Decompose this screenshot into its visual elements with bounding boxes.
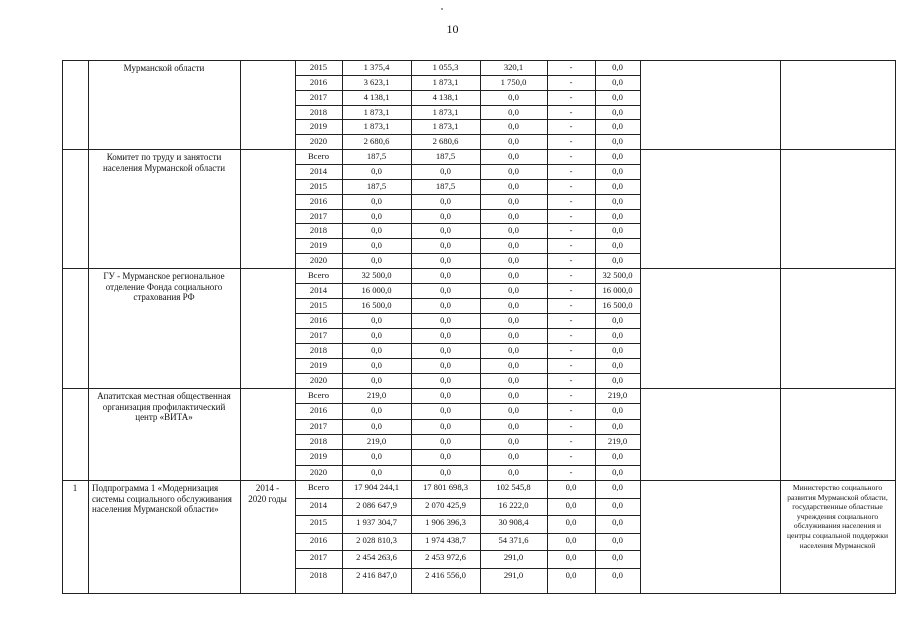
value-cell: 0,0 [440, 390, 451, 400]
year-cell: Всего [307, 151, 330, 161]
value-cell: - [569, 77, 573, 87]
value-cell: 2 454 263,6 [356, 552, 397, 562]
row-index: 1 [72, 483, 78, 493]
value-cell: 0,0 [508, 151, 519, 161]
value-cell: - [569, 315, 573, 325]
value-cell: 0,0 [440, 285, 451, 295]
value-cell: 0,0 [565, 535, 577, 545]
value-cell: 0,0 [508, 421, 519, 431]
year-cell: 2014 [309, 500, 328, 510]
value-cell: - [569, 285, 573, 295]
year-cell: 2019 [309, 121, 328, 131]
value-cell: 0,0 [565, 517, 577, 527]
value-cell: - [569, 345, 573, 355]
value-cell: - [569, 390, 573, 400]
value-cell: 32 500,0 [602, 270, 633, 280]
value-cell: 1 974 438,7 [425, 535, 466, 545]
value-cell: 1 873,1 [432, 121, 459, 131]
value-cell: 0,0 [612, 315, 623, 325]
value-cell: 17 904 244,1 [353, 482, 400, 492]
value-cell: - [569, 151, 573, 161]
value-cell: 2 416 847,0 [356, 570, 397, 580]
year-cell: 2020 [309, 467, 328, 477]
value-cell: 0,0 [565, 482, 577, 492]
value-cell: - [569, 92, 573, 102]
value-cell: 0,0 [440, 421, 451, 431]
value-cell: - [569, 270, 573, 280]
row-line [295, 134, 640, 135]
value-cell: 0,0 [612, 535, 623, 545]
value-cell: 320,1 [503, 62, 524, 72]
row-line [295, 253, 640, 254]
value-cell: 0,0 [612, 482, 623, 492]
group-separator [62, 480, 895, 481]
year-cell: 2015 [309, 300, 328, 310]
value-cell: 0,0 [371, 315, 382, 325]
value-cell: - [569, 240, 573, 250]
row-line [295, 328, 640, 329]
value-cell: 0,0 [440, 211, 451, 221]
value-cell: 0,0 [440, 405, 451, 415]
value-cell: 0,0 [612, 345, 623, 355]
value-cell: 0,0 [371, 196, 382, 206]
value-cell: 2 416 556,0 [425, 570, 466, 580]
value-cell: 0,0 [371, 255, 382, 265]
value-cell: 17 801 698,3 [422, 482, 469, 492]
value-cell: 0,0 [612, 552, 623, 562]
value-cell: 0,0 [371, 360, 382, 370]
value-cell: 0,0 [440, 270, 451, 280]
value-cell: 4 138,1 [363, 92, 390, 102]
value-cell: - [569, 375, 573, 385]
row-line [295, 498, 640, 499]
value-cell: 2 680,6 [363, 136, 390, 146]
value-cell: 0,0 [612, 62, 623, 72]
value-cell: 0,0 [508, 255, 519, 265]
value-cell: 0,0 [371, 330, 382, 340]
value-cell: 102 545,8 [496, 482, 531, 492]
year-cell: Всего [307, 270, 330, 280]
value-cell: 2 028 810,3 [356, 535, 397, 545]
value-cell: 0,0 [508, 315, 519, 325]
value-cell: - [569, 255, 573, 265]
row-line [295, 465, 640, 466]
value-cell: 219,0 [607, 436, 628, 446]
year-cell: 2018 [309, 225, 328, 235]
value-cell: 187,5 [435, 151, 456, 161]
year-cell: 2016 [309, 196, 328, 206]
row-line [295, 238, 640, 239]
value-cell: 0,0 [440, 240, 451, 250]
year-cell: 2018 [309, 570, 328, 580]
value-cell: 0,0 [508, 92, 519, 102]
value-cell: 16 500,0 [361, 300, 392, 310]
value-cell: 0,0 [612, 211, 623, 221]
value-cell: 0,0 [508, 240, 519, 250]
value-cell: - [569, 451, 573, 461]
value-cell: 0,0 [371, 467, 382, 477]
year-cell: 2019 [309, 360, 328, 370]
row-line [62, 593, 895, 594]
value-cell: 1 750,0 [500, 77, 527, 87]
value-cell: 0,0 [612, 92, 623, 102]
row-line [295, 105, 640, 106]
value-cell: 2 453 972,6 [425, 552, 466, 562]
value-cell: 30 908,4 [498, 517, 529, 527]
value-cell: 0,0 [371, 451, 382, 461]
page-number: 10 [446, 22, 459, 36]
value-cell: 2 086 647,9 [356, 500, 397, 510]
value-cell: 0,0 [440, 315, 451, 325]
value-cell: 0,0 [508, 166, 519, 176]
value-cell: - [569, 300, 573, 310]
value-cell: - [569, 121, 573, 131]
value-cell: 0,0 [612, 421, 623, 431]
value-cell: 0,0 [371, 166, 382, 176]
value-cell: 1 873,1 [363, 121, 390, 131]
value-cell: 0,0 [612, 330, 623, 340]
year-cell: 2017 [309, 92, 328, 102]
value-cell: 4 138,1 [432, 92, 459, 102]
row-line [295, 298, 640, 299]
value-cell: 1 873,1 [432, 77, 459, 87]
period-text: 2014 - 2020 годы [248, 483, 287, 504]
organization-name: Мурманской области [123, 63, 205, 73]
row-line [295, 179, 640, 180]
value-cell: 0,0 [371, 240, 382, 250]
row-line [295, 90, 640, 91]
value-cell: 0,0 [612, 240, 623, 250]
value-cell: 0,0 [612, 225, 623, 235]
value-cell: 0,0 [612, 405, 623, 415]
year-cell: 2015 [309, 62, 328, 72]
value-cell: 1 906 396,3 [425, 517, 466, 527]
value-cell: 0,0 [508, 330, 519, 340]
row-line [295, 313, 640, 314]
value-cell: 0,0 [440, 330, 451, 340]
row-line [295, 515, 640, 516]
value-cell: - [569, 360, 573, 370]
value-cell: - [569, 467, 573, 477]
value-cell: 0,0 [508, 300, 519, 310]
value-cell: 1 375,4 [363, 62, 390, 72]
value-cell: - [569, 136, 573, 146]
scan-speck [441, 8, 443, 10]
row-line [295, 343, 640, 344]
value-cell: 0,0 [508, 467, 519, 477]
group-separator [62, 149, 895, 150]
value-cell: 0,0 [612, 121, 623, 131]
value-cell: 0,0 [371, 405, 382, 415]
organization-name: Апатитская местная общественная организация профилактический центр «ВИТА» [97, 391, 231, 423]
row-line [295, 358, 640, 359]
year-cell: 2014 [309, 285, 328, 295]
value-cell: 0,0 [612, 166, 623, 176]
value-cell: 16 500,0 [602, 300, 633, 310]
year-cell: 2019 [309, 451, 328, 461]
year-cell: 2016 [309, 77, 328, 87]
value-cell: 219,0 [366, 436, 387, 446]
value-cell: 16 000,0 [361, 285, 392, 295]
value-cell: 187,5 [435, 181, 456, 191]
year-cell: 2017 [309, 211, 328, 221]
value-cell: 0,0 [508, 405, 519, 415]
value-cell: 0,0 [508, 121, 519, 131]
value-cell: - [569, 405, 573, 415]
value-cell: 0,0 [440, 467, 451, 477]
value-cell: 219,0 [607, 390, 628, 400]
value-cell: - [569, 436, 573, 446]
value-cell: 0,0 [508, 360, 519, 370]
column-line [88, 60, 89, 594]
row-line [295, 164, 640, 165]
row-line [295, 283, 640, 284]
value-cell: 2 070 425,9 [425, 500, 466, 510]
row-line [295, 209, 640, 210]
group-separator [62, 388, 895, 389]
value-cell: 0,0 [440, 300, 451, 310]
value-cell: 0,0 [440, 360, 451, 370]
value-cell: 0,0 [612, 360, 623, 370]
value-cell: 0,0 [612, 136, 623, 146]
value-cell: 0,0 [508, 181, 519, 191]
organization-name: Комитет по труду и занятости населения Мурманской области [102, 152, 226, 173]
value-cell: 0,0 [371, 375, 382, 385]
column-line [240, 60, 241, 594]
year-cell: 2020 [309, 375, 328, 385]
value-cell: 0,0 [371, 211, 382, 221]
value-cell: - [569, 107, 573, 117]
row-line [295, 419, 640, 420]
value-cell: 0,0 [508, 196, 519, 206]
value-cell: 0,0 [612, 451, 623, 461]
value-cell: - [569, 166, 573, 176]
value-cell: - [569, 196, 573, 206]
row-line [62, 60, 895, 61]
column-line [640, 60, 641, 594]
value-cell: 0,0 [612, 77, 623, 87]
value-cell: 0,0 [612, 196, 623, 206]
value-cell: - [569, 330, 573, 340]
value-cell: 0,0 [508, 451, 519, 461]
row-line [295, 373, 640, 374]
value-cell: 0,0 [371, 345, 382, 355]
value-cell: 0,0 [440, 196, 451, 206]
year-cell: 2017 [309, 330, 328, 340]
row-line [295, 194, 640, 195]
year-cell: 2020 [309, 255, 328, 265]
organization-name: ГУ - Мурманское региональное отделение Фонда социального страхования РФ [103, 271, 225, 303]
value-cell: 0,0 [612, 181, 623, 191]
year-cell: 2018 [309, 345, 328, 355]
value-cell: 0,0 [371, 421, 382, 431]
value-cell: 16 222,0 [498, 500, 529, 510]
year-cell: 2016 [309, 315, 328, 325]
value-cell: 0,0 [440, 166, 451, 176]
year-cell: 2017 [309, 421, 328, 431]
value-cell: 0,0 [612, 500, 623, 510]
year-cell: 2019 [309, 240, 328, 250]
value-cell: 0,0 [612, 107, 623, 117]
value-cell: 0,0 [508, 270, 519, 280]
year-cell: 2020 [309, 136, 328, 146]
year-cell: 2018 [309, 436, 328, 446]
value-cell: 0,0 [440, 255, 451, 265]
value-cell: 187,5 [366, 151, 387, 161]
value-cell: 0,0 [440, 375, 451, 385]
row-line [295, 533, 640, 534]
value-cell: 0,0 [508, 225, 519, 235]
value-cell: 3 623,1 [363, 77, 390, 87]
value-cell: 0,0 [508, 345, 519, 355]
value-cell: 32 500,0 [361, 270, 392, 280]
year-cell: 2018 [309, 107, 328, 117]
value-cell: 0,0 [612, 570, 623, 580]
budget-table [62, 60, 895, 594]
row-line [295, 223, 640, 224]
value-cell: - [569, 421, 573, 431]
value-cell: 0,0 [565, 570, 577, 580]
row-line [295, 550, 640, 551]
column-line [780, 60, 781, 594]
value-cell: - [569, 181, 573, 191]
value-cell: 54 371,6 [498, 535, 529, 545]
year-cell: 2014 [309, 166, 328, 176]
group-separator [62, 268, 895, 269]
column-line [895, 60, 896, 594]
value-cell: - [569, 62, 573, 72]
value-cell: 0,0 [508, 285, 519, 295]
value-cell: 1 873,1 [363, 107, 390, 117]
value-cell: 0,0 [508, 136, 519, 146]
value-cell: 0,0 [565, 500, 577, 510]
value-cell: 0,0 [565, 552, 577, 562]
value-cell: 0,0 [508, 211, 519, 221]
year-cell: 2016 [309, 535, 328, 545]
row-line [295, 568, 640, 569]
value-cell: 0,0 [440, 451, 451, 461]
value-cell: 0,0 [440, 345, 451, 355]
value-cell: 1 873,1 [432, 107, 459, 117]
value-cell: 0,0 [612, 517, 623, 527]
value-cell: 0,0 [508, 375, 519, 385]
row-line [295, 449, 640, 450]
value-cell: 291,0 [503, 570, 524, 580]
column-line [62, 60, 63, 594]
row-line [295, 75, 640, 76]
value-cell: 0,0 [612, 375, 623, 385]
value-cell: 0,0 [612, 151, 623, 161]
year-cell: 2016 [309, 405, 328, 415]
value-cell: 291,0 [503, 552, 524, 562]
value-cell: - [569, 211, 573, 221]
value-cell: 1 055,3 [432, 62, 459, 72]
value-cell: 219,0 [366, 390, 387, 400]
value-cell: 187,5 [366, 181, 387, 191]
row-line [295, 403, 640, 404]
value-cell: 0,0 [371, 225, 382, 235]
organization-name: Подпрограмма 1 «Модернизация системы социального обслуживания населения Мурманской области» [92, 483, 232, 515]
year-cell: 2017 [309, 552, 328, 562]
row-line [295, 119, 640, 120]
year-cell: 2015 [309, 517, 328, 527]
value-cell: 0,0 [508, 436, 519, 446]
value-cell: 0,0 [508, 390, 519, 400]
row-line [295, 434, 640, 435]
value-cell: 0,0 [612, 255, 623, 265]
value-cell: 16 000,0 [602, 285, 633, 295]
year-cell: 2015 [309, 181, 328, 191]
year-cell: Всего [307, 390, 330, 400]
value-cell: 0,0 [508, 107, 519, 117]
executor-text: Министерство социального развития Мурманской области, государственные областные учреждения социального обслуживания населения и центры социальной поддержки населения Мурманской [786, 483, 889, 550]
value-cell: 0,0 [440, 225, 451, 235]
value-cell: - [569, 225, 573, 235]
value-cell: 2 680,6 [432, 136, 459, 146]
value-cell: 1 937 304,7 [356, 517, 397, 527]
year-cell: Всего [307, 482, 330, 492]
value-cell: 0,0 [440, 436, 451, 446]
value-cell: 0,0 [612, 467, 623, 477]
